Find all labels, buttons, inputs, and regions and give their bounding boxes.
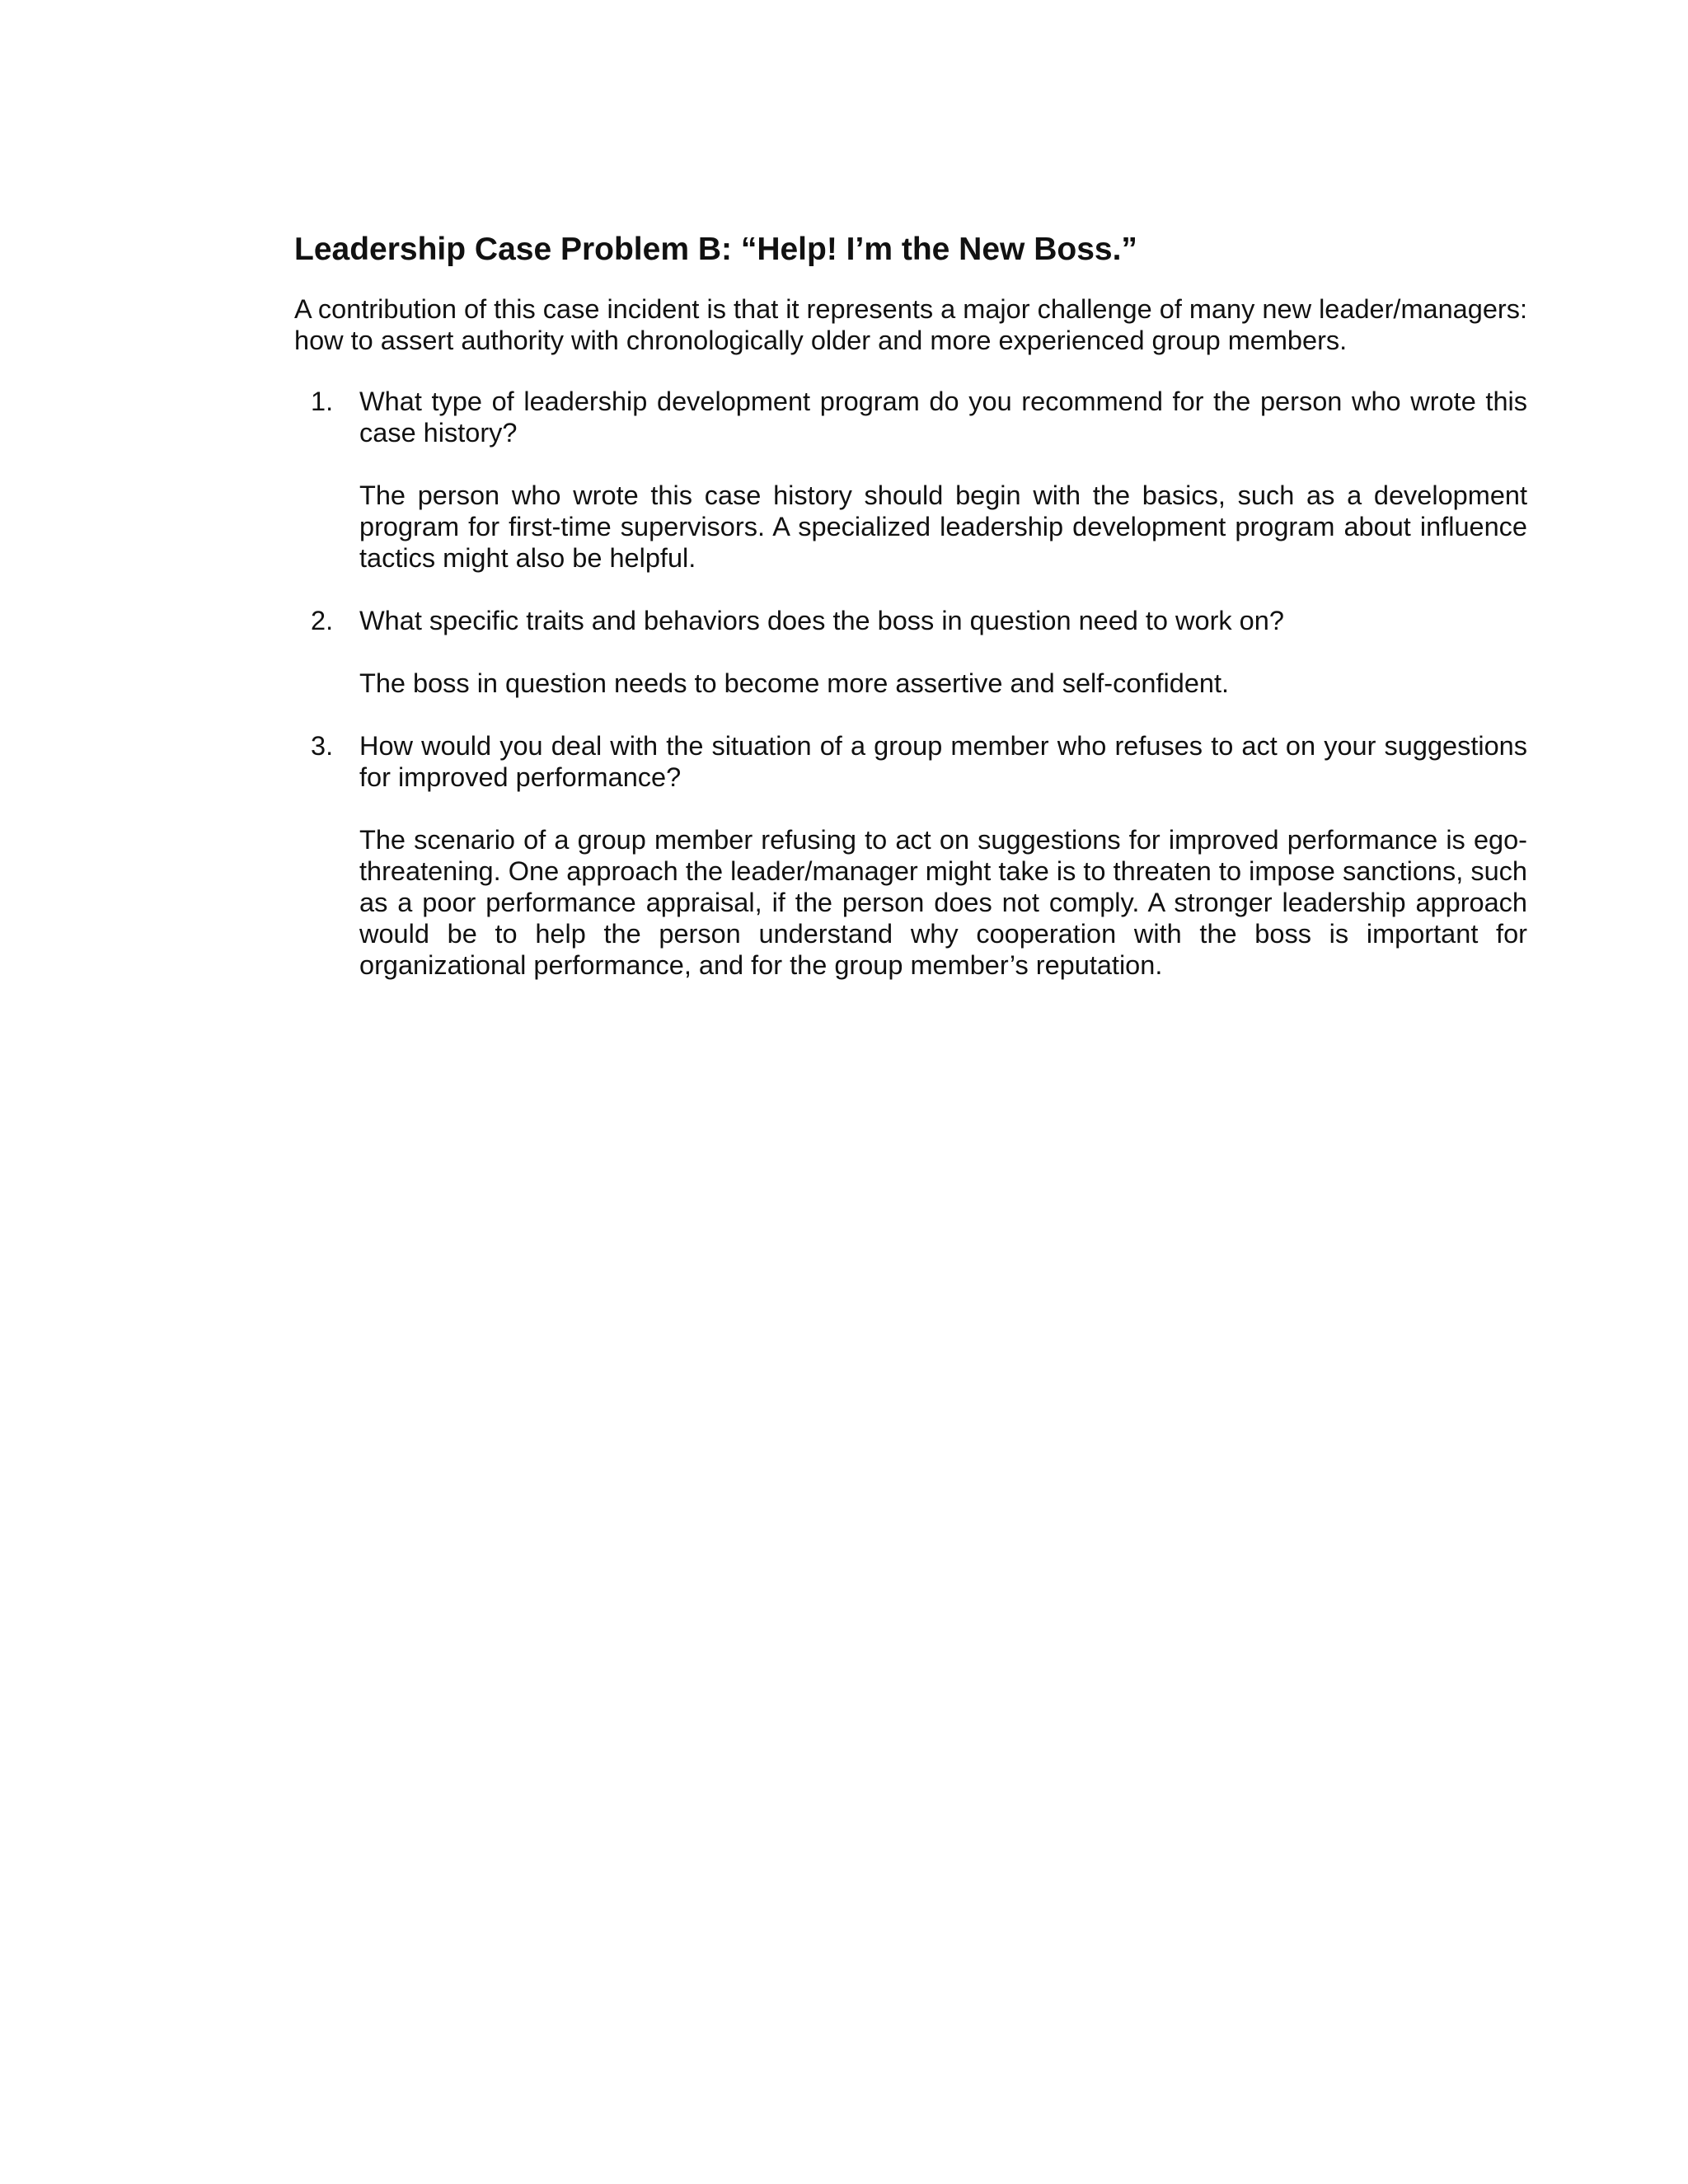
intro-paragraph: A contribution of this case incident is that it represents a major challenge of many new leader/managers: how to assert authority with chronologically older and more experienced group members. (294, 294, 1527, 355)
question-text: What specific traits and behaviors does the boss in question need to work on? (359, 606, 1284, 635)
question-item (294, 386, 1527, 574)
question-item (294, 730, 1527, 981)
question-number: 3. (311, 731, 334, 761)
answer-text: The person who wrote this case history should begin with the basics, such as a development program for first-time supervisors. A specialized leadership development program about influence tactics might also be helpful. (359, 480, 1527, 573)
question-number: 1. (311, 387, 334, 416)
answer-text: The scenario of a group member refusing to act on suggestions for improved performance is ego-threatening. One approach the leader/manager might take is to threaten to impose sanctions, such as a poor performance appraisal, if the person does not comply. A stronger leadership approach would be to help the person understand why cooperation with the boss is important for organizational performance, and for the group member’s reputation. (359, 825, 1527, 980)
question-item (294, 605, 1527, 699)
document-page (294, 227, 1527, 1012)
question-number: 2. (311, 606, 334, 635)
document-title: Leadership Case Problem B: “Help! I’m the New Boss.” (294, 232, 1137, 267)
question-text: How would you deal with the situation of a group member who refuses to act on your suggestions for improved performance? (359, 731, 1527, 792)
question-text: What type of leadership development program do you recommend for the person who wrote this case history? (359, 387, 1527, 448)
answer-text: The boss in question needs to become more assertive and self-confident. (359, 668, 1230, 698)
question-list (294, 386, 1527, 981)
